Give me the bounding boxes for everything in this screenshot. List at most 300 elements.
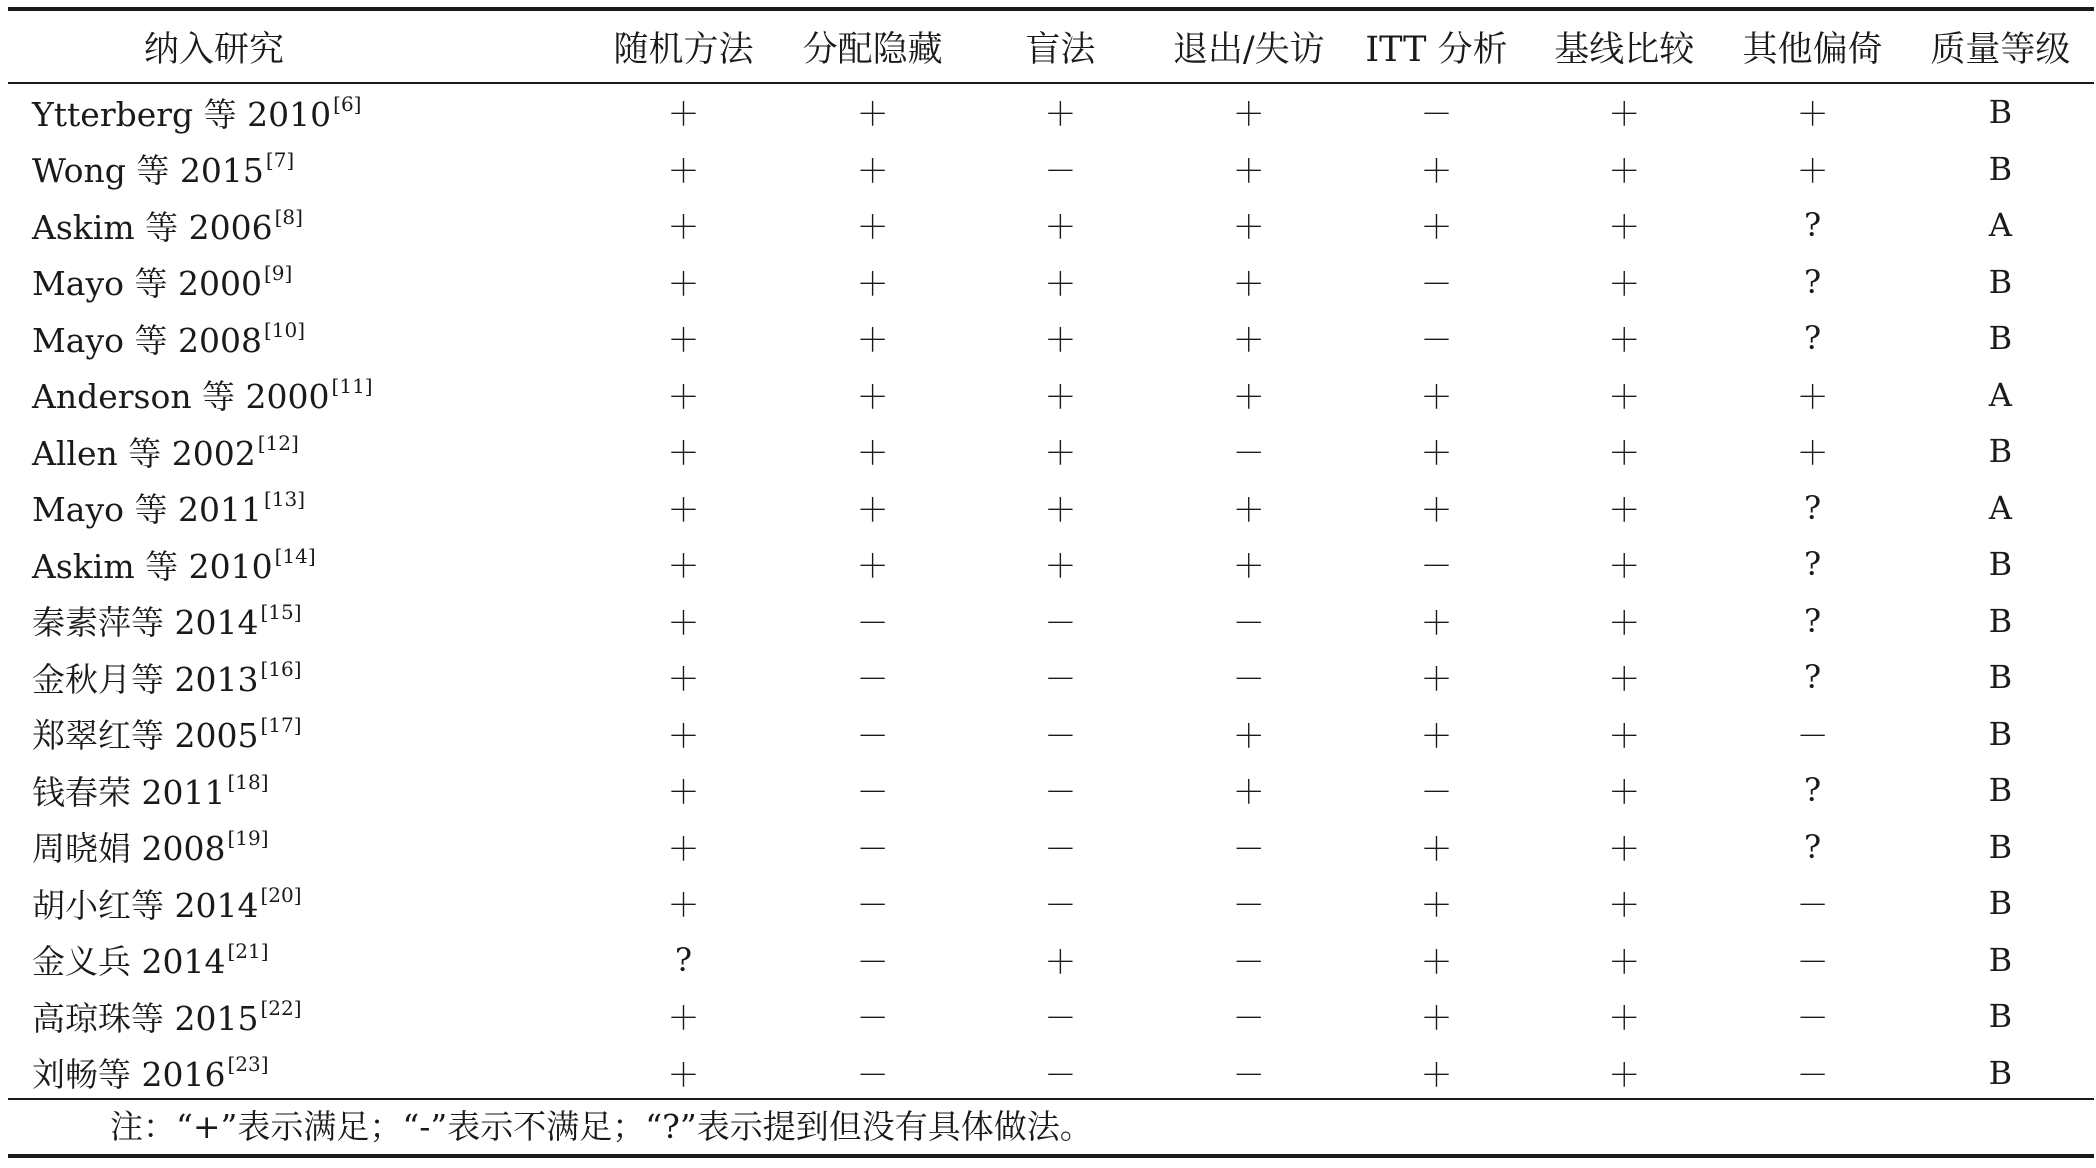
cell-withdrawal — [1155, 536, 1343, 593]
cell-itt — [1343, 706, 1530, 763]
cell-withdrawal — [1155, 762, 1343, 819]
study-cell — [8, 988, 588, 1045]
header-quality-grade: 质量等级 — [1930, 30, 2071, 70]
rating-mark: ＋ — [1608, 95, 1641, 134]
rating-mark: ＋ — [1420, 1055, 1453, 1094]
rating-mark: － — [1044, 886, 1077, 925]
rating-mark: － — [1044, 660, 1077, 699]
cell-allocation — [779, 310, 966, 367]
cell-randomization — [588, 310, 779, 367]
rating-mark: ＋ — [1608, 942, 1641, 981]
cell-withdrawal — [1155, 875, 1343, 932]
cell-itt — [1343, 310, 1530, 367]
rating-mark: ＋ — [667, 321, 700, 360]
table-row — [8, 875, 2094, 932]
rating-mark: ＋ — [856, 264, 889, 303]
cell-itt — [1343, 480, 1530, 537]
rating-mark: ＋ — [1420, 942, 1453, 981]
cell-withdrawal — [1155, 254, 1343, 311]
study-name: 钱春荣 2011 — [32, 772, 226, 812]
cell-allocation — [779, 254, 966, 311]
cell-baseline — [1530, 932, 1718, 989]
rating-mark: ＋ — [1044, 321, 1077, 360]
cell-itt — [1343, 254, 1530, 311]
cell-grade — [1907, 310, 2094, 367]
header-row — [8, 10, 2094, 84]
study-name: Anderson 等 2000 — [32, 377, 330, 417]
study-cell — [8, 536, 588, 593]
study-name: 秦素萍等 2014 — [32, 603, 259, 643]
study-cell — [8, 1045, 588, 1102]
cell-allocation — [779, 141, 966, 198]
cell-allocation — [779, 932, 966, 989]
study-cell — [8, 593, 588, 650]
cell-allocation — [779, 197, 966, 254]
cell-grade — [1907, 762, 2094, 819]
rating-mark: ＋ — [1420, 434, 1453, 473]
rating-mark: B — [1988, 771, 2013, 810]
cell-randomization — [588, 593, 779, 650]
rating-mark: ＋ — [667, 95, 700, 134]
cell-itt — [1343, 197, 1530, 254]
table-row — [8, 423, 2094, 480]
cell-other-bias — [1718, 367, 1906, 424]
rating-mark: － — [1420, 773, 1453, 812]
rating-mark: ＋ — [1608, 490, 1641, 529]
rating-mark: － — [1044, 999, 1077, 1038]
rating-mark: A — [1988, 375, 2012, 414]
rating-mark: ? — [1804, 827, 1822, 866]
cell-randomization — [588, 819, 779, 876]
study-name: Mayo 等 2000 — [32, 264, 262, 304]
rating-mark: A — [1988, 488, 2012, 527]
rating-mark: － — [856, 660, 889, 699]
rating-mark: ＋ — [1608, 434, 1641, 473]
cell-blinding — [966, 141, 1154, 198]
cell-blinding — [966, 367, 1154, 424]
rating-mark: ＋ — [1232, 208, 1265, 247]
rating-mark: ＋ — [856, 321, 889, 360]
reference-marker: [17] — [260, 713, 302, 738]
study-name: Mayo 等 2008 — [32, 320, 262, 360]
cell-itt — [1343, 423, 1530, 480]
rating-mark: B — [1988, 432, 2013, 471]
study-name: Allen 等 2002 — [32, 433, 256, 473]
cell-randomization — [588, 141, 779, 198]
rating-mark: ＋ — [667, 151, 700, 190]
rating-mark: ＋ — [1232, 716, 1265, 755]
rating-mark: ＋ — [1608, 829, 1641, 868]
cell-blinding — [966, 1045, 1154, 1102]
rating-mark: ＋ — [667, 208, 700, 247]
rating-mark: ＋ — [1796, 434, 1829, 473]
cell-other-bias — [1718, 649, 1906, 706]
cell-other-bias — [1718, 310, 1906, 367]
cell-withdrawal — [1155, 706, 1343, 763]
reference-marker: [8] — [274, 204, 303, 229]
cell-allocation — [779, 593, 966, 650]
rating-mark: ? — [1804, 206, 1822, 245]
rating-mark: A — [1988, 206, 2012, 245]
cell-allocation — [779, 1045, 966, 1102]
rating-mark: － — [856, 942, 889, 981]
cell-other-bias — [1718, 762, 1906, 819]
study-cell — [8, 932, 588, 989]
rating-mark: ＋ — [1608, 886, 1641, 925]
study-cell — [8, 310, 588, 367]
study-cell — [8, 84, 588, 141]
rating-mark: B — [1988, 714, 2013, 753]
rating-mark: ＋ — [856, 151, 889, 190]
cell-withdrawal — [1155, 932, 1343, 989]
reference-marker: [14] — [274, 543, 316, 568]
cell-other-bias — [1718, 593, 1906, 650]
study-name: 郑翠红等 2005 — [32, 716, 259, 756]
rating-mark: ＋ — [1420, 208, 1453, 247]
rating-mark: － — [1420, 264, 1453, 303]
cell-allocation — [779, 988, 966, 1045]
cell-randomization — [588, 254, 779, 311]
rating-mark: － — [1796, 716, 1829, 755]
rating-mark: B — [1988, 149, 2013, 188]
cell-randomization — [588, 875, 779, 932]
rating-mark: ＋ — [667, 264, 700, 303]
rating-mark: － — [1796, 942, 1829, 981]
table-row — [8, 480, 2094, 537]
cell-itt — [1343, 988, 1530, 1045]
reference-marker: [11] — [331, 374, 373, 399]
cell-withdrawal — [1155, 423, 1343, 480]
reference-marker: [21] — [227, 939, 269, 964]
cell-grade — [1907, 84, 2094, 141]
rating-mark: ? — [1804, 658, 1822, 697]
cell-grade — [1907, 141, 2094, 198]
cell-blinding — [966, 875, 1154, 932]
cell-itt — [1343, 536, 1530, 593]
reference-marker: [18] — [227, 769, 269, 794]
rating-mark: ＋ — [1608, 660, 1641, 699]
rating-mark: ＋ — [1608, 151, 1641, 190]
rating-mark: － — [856, 829, 889, 868]
cell-grade — [1907, 988, 2094, 1045]
rating-mark: ＋ — [667, 490, 700, 529]
cell-blinding — [966, 254, 1154, 311]
cell-baseline — [1530, 706, 1718, 763]
rating-mark: ＋ — [856, 434, 889, 473]
rating-mark: ＋ — [1232, 95, 1265, 134]
cell-baseline — [1530, 819, 1718, 876]
rating-mark: ＋ — [1232, 264, 1265, 303]
cell-randomization — [588, 649, 779, 706]
table-row — [8, 536, 2094, 593]
rating-mark: － — [1796, 1055, 1829, 1094]
rating-mark: ＋ — [1420, 151, 1453, 190]
rating-mark: B — [1988, 1053, 2013, 1092]
rating-mark: ? — [1804, 488, 1822, 527]
cell-randomization — [588, 762, 779, 819]
study-name: 刘畅等 2016 — [32, 1055, 226, 1095]
cell-baseline — [1530, 84, 1718, 141]
cell-baseline — [1530, 762, 1718, 819]
study-cell — [8, 197, 588, 254]
rating-mark: － — [1232, 886, 1265, 925]
cell-other-bias — [1718, 423, 1906, 480]
cell-withdrawal — [1155, 141, 1343, 198]
rating-mark: ＋ — [856, 95, 889, 134]
rating-mark: － — [856, 603, 889, 642]
table-row — [8, 367, 2094, 424]
cell-grade — [1907, 875, 2094, 932]
quality-assessment-table — [8, 10, 2094, 1101]
cell-grade — [1907, 197, 2094, 254]
cell-other-bias — [1718, 480, 1906, 537]
note-bottom-rule — [8, 1154, 2094, 1158]
cell-blinding — [966, 932, 1154, 989]
reference-marker: [12] — [257, 430, 299, 455]
cell-withdrawal — [1155, 84, 1343, 141]
rating-mark: － — [1044, 773, 1077, 812]
rating-mark: ＋ — [1232, 377, 1265, 416]
cell-withdrawal — [1155, 197, 1343, 254]
cell-itt — [1343, 875, 1530, 932]
rating-mark: ＋ — [1232, 321, 1265, 360]
table-row — [8, 932, 2094, 989]
cell-itt — [1343, 762, 1530, 819]
rating-mark: ＋ — [667, 773, 700, 812]
study-cell — [8, 819, 588, 876]
cell-blinding — [966, 423, 1154, 480]
cell-randomization — [588, 988, 779, 1045]
cell-allocation — [779, 706, 966, 763]
study-name: 金秋月等 2013 — [32, 659, 259, 699]
cell-blinding — [966, 706, 1154, 763]
study-name: Askim 等 2006 — [32, 207, 273, 247]
cell-blinding — [966, 593, 1154, 650]
cell-withdrawal — [1155, 819, 1343, 876]
cell-grade — [1907, 1045, 2094, 1102]
table-row — [8, 1045, 2094, 1102]
rating-mark: － — [1232, 999, 1265, 1038]
rating-mark: ＋ — [1608, 999, 1641, 1038]
rating-mark: ＋ — [1420, 886, 1453, 925]
table-row — [8, 141, 2094, 198]
reference-marker: [22] — [260, 995, 302, 1020]
study-cell — [8, 875, 588, 932]
cell-randomization — [588, 536, 779, 593]
cell-grade — [1907, 649, 2094, 706]
cell-withdrawal — [1155, 988, 1343, 1045]
cell-randomization — [588, 423, 779, 480]
table-row — [8, 593, 2094, 650]
cell-withdrawal — [1155, 480, 1343, 537]
rating-mark: ＋ — [667, 660, 700, 699]
study-cell — [8, 367, 588, 424]
rating-mark: B — [1988, 262, 2013, 301]
rating-mark: ＋ — [1608, 264, 1641, 303]
rating-mark: ＋ — [1420, 999, 1453, 1038]
cell-allocation — [779, 762, 966, 819]
cell-blinding — [966, 649, 1154, 706]
rating-mark: ＋ — [1796, 95, 1829, 134]
cell-grade — [1907, 480, 2094, 537]
table-bottom-rule — [8, 1098, 2094, 1100]
cell-grade — [1907, 536, 2094, 593]
rating-mark: － — [1796, 999, 1829, 1038]
cell-blinding — [966, 536, 1154, 593]
cell-withdrawal — [1155, 593, 1343, 650]
rating-mark: ＋ — [1232, 151, 1265, 190]
rating-mark: B — [1988, 93, 2013, 132]
cell-other-bias — [1718, 197, 1906, 254]
cell-other-bias — [1718, 254, 1906, 311]
rating-mark: ＋ — [667, 829, 700, 868]
table-row — [8, 988, 2094, 1045]
cell-other-bias — [1718, 84, 1906, 141]
rating-mark: ＋ — [856, 490, 889, 529]
rating-mark: － — [1044, 151, 1077, 190]
rating-mark: ＋ — [667, 603, 700, 642]
cell-allocation — [779, 423, 966, 480]
rating-mark: ＋ — [1420, 660, 1453, 699]
rating-mark: B — [1988, 319, 2013, 358]
cell-itt — [1343, 1045, 1530, 1102]
rating-mark: ＋ — [856, 208, 889, 247]
cell-allocation — [779, 84, 966, 141]
cell-itt — [1343, 141, 1530, 198]
table-body — [8, 84, 2094, 1101]
cell-grade — [1907, 254, 2094, 311]
rating-mark: ? — [1804, 319, 1822, 358]
cell-blinding — [966, 988, 1154, 1045]
cell-blinding — [966, 310, 1154, 367]
cell-grade — [1907, 819, 2094, 876]
table-row — [8, 197, 2094, 254]
header-rule — [8, 82, 2094, 84]
reference-marker: [16] — [260, 656, 302, 681]
cell-randomization — [588, 1045, 779, 1102]
cell-grade — [1907, 932, 2094, 989]
cell-itt — [1343, 649, 1530, 706]
cell-randomization — [588, 706, 779, 763]
cell-baseline — [1530, 141, 1718, 198]
cell-allocation — [779, 875, 966, 932]
study-name: 胡小红等 2014 — [32, 885, 259, 925]
cell-baseline — [1530, 197, 1718, 254]
cell-blinding — [966, 84, 1154, 141]
study-name: Askim 等 2010 — [32, 546, 273, 586]
rating-mark: B — [1988, 658, 2013, 697]
rating-mark: ＋ — [667, 1055, 700, 1094]
rating-mark: ? — [1804, 262, 1822, 301]
rating-mark: － — [1232, 603, 1265, 642]
reference-marker: [19] — [227, 826, 269, 851]
rating-mark: － — [1796, 886, 1829, 925]
rating-mark: ＋ — [1232, 490, 1265, 529]
rating-mark: － — [1420, 321, 1453, 360]
rating-mark: ? — [674, 940, 693, 979]
cell-itt — [1343, 932, 1530, 989]
rating-mark: B — [1988, 601, 2013, 640]
rating-mark: － — [1232, 434, 1265, 473]
rating-mark: ＋ — [667, 547, 700, 586]
reference-marker: [15] — [260, 600, 302, 625]
study-cell — [8, 649, 588, 706]
cell-other-bias — [1718, 536, 1906, 593]
cell-grade — [1907, 593, 2094, 650]
study-cell — [8, 706, 588, 763]
cell-withdrawal — [1155, 1045, 1343, 1102]
rating-mark: － — [1044, 1055, 1077, 1094]
study-name: Mayo 等 2011 — [32, 490, 262, 530]
table-row — [8, 310, 2094, 367]
rating-mark: － — [1420, 547, 1453, 586]
rating-mark: ＋ — [1420, 377, 1453, 416]
rating-mark: － — [856, 716, 889, 755]
rating-mark: － — [1232, 660, 1265, 699]
cell-allocation — [779, 480, 966, 537]
rating-mark: － — [856, 999, 889, 1038]
cell-baseline — [1530, 480, 1718, 537]
rating-mark: － — [1232, 829, 1265, 868]
cell-blinding — [966, 819, 1154, 876]
cell-baseline — [1530, 875, 1718, 932]
rating-mark: ＋ — [1608, 547, 1641, 586]
rating-mark: ＋ — [1044, 95, 1077, 134]
reference-marker: [13] — [263, 487, 305, 512]
cell-other-bias — [1718, 819, 1906, 876]
cell-randomization — [588, 84, 779, 141]
rating-mark: ? — [1804, 601, 1822, 640]
rating-mark: ＋ — [667, 377, 700, 416]
cell-allocation — [779, 649, 966, 706]
study-name: 金义兵 2014 — [32, 942, 226, 982]
header-itt: ITT 分析 — [1365, 30, 1508, 70]
cell-baseline — [1530, 593, 1718, 650]
cell-itt — [1343, 367, 1530, 424]
header-other-bias: 其他偏倚 — [1742, 30, 1883, 70]
rating-mark: ? — [1804, 771, 1822, 810]
table-row — [8, 706, 2094, 763]
cell-randomization — [588, 932, 779, 989]
cell-itt — [1343, 593, 1530, 650]
rating-mark: ＋ — [1608, 1055, 1641, 1094]
rating-mark: B — [1988, 940, 2013, 979]
table-row — [8, 254, 2094, 311]
reference-marker: [10] — [263, 317, 305, 342]
study-cell — [8, 254, 588, 311]
cell-baseline — [1530, 649, 1718, 706]
study-name: 高琼珠等 2015 — [32, 998, 259, 1038]
reference-marker: [6] — [333, 91, 362, 116]
table-row — [8, 819, 2094, 876]
cell-baseline — [1530, 254, 1718, 311]
reference-marker: [23] — [227, 1052, 269, 1077]
rating-mark: ＋ — [856, 547, 889, 586]
study-cell — [8, 423, 588, 480]
header-withdrawal: 退出/失访 — [1172, 30, 1325, 70]
rating-mark: B — [1988, 545, 2013, 584]
reference-marker: [20] — [260, 882, 302, 907]
rating-mark: － — [856, 886, 889, 925]
rating-mark: B — [1988, 827, 2013, 866]
study-cell — [8, 480, 588, 537]
header-baseline: 基线比较 — [1554, 30, 1695, 70]
header-allocation-concealment: 分配隐藏 — [802, 30, 943, 70]
rating-mark: ＋ — [1608, 716, 1641, 755]
rating-mark: ＋ — [667, 434, 700, 473]
study-name: 周晓娟 2008 — [32, 829, 226, 869]
rating-mark: ＋ — [1044, 208, 1077, 247]
